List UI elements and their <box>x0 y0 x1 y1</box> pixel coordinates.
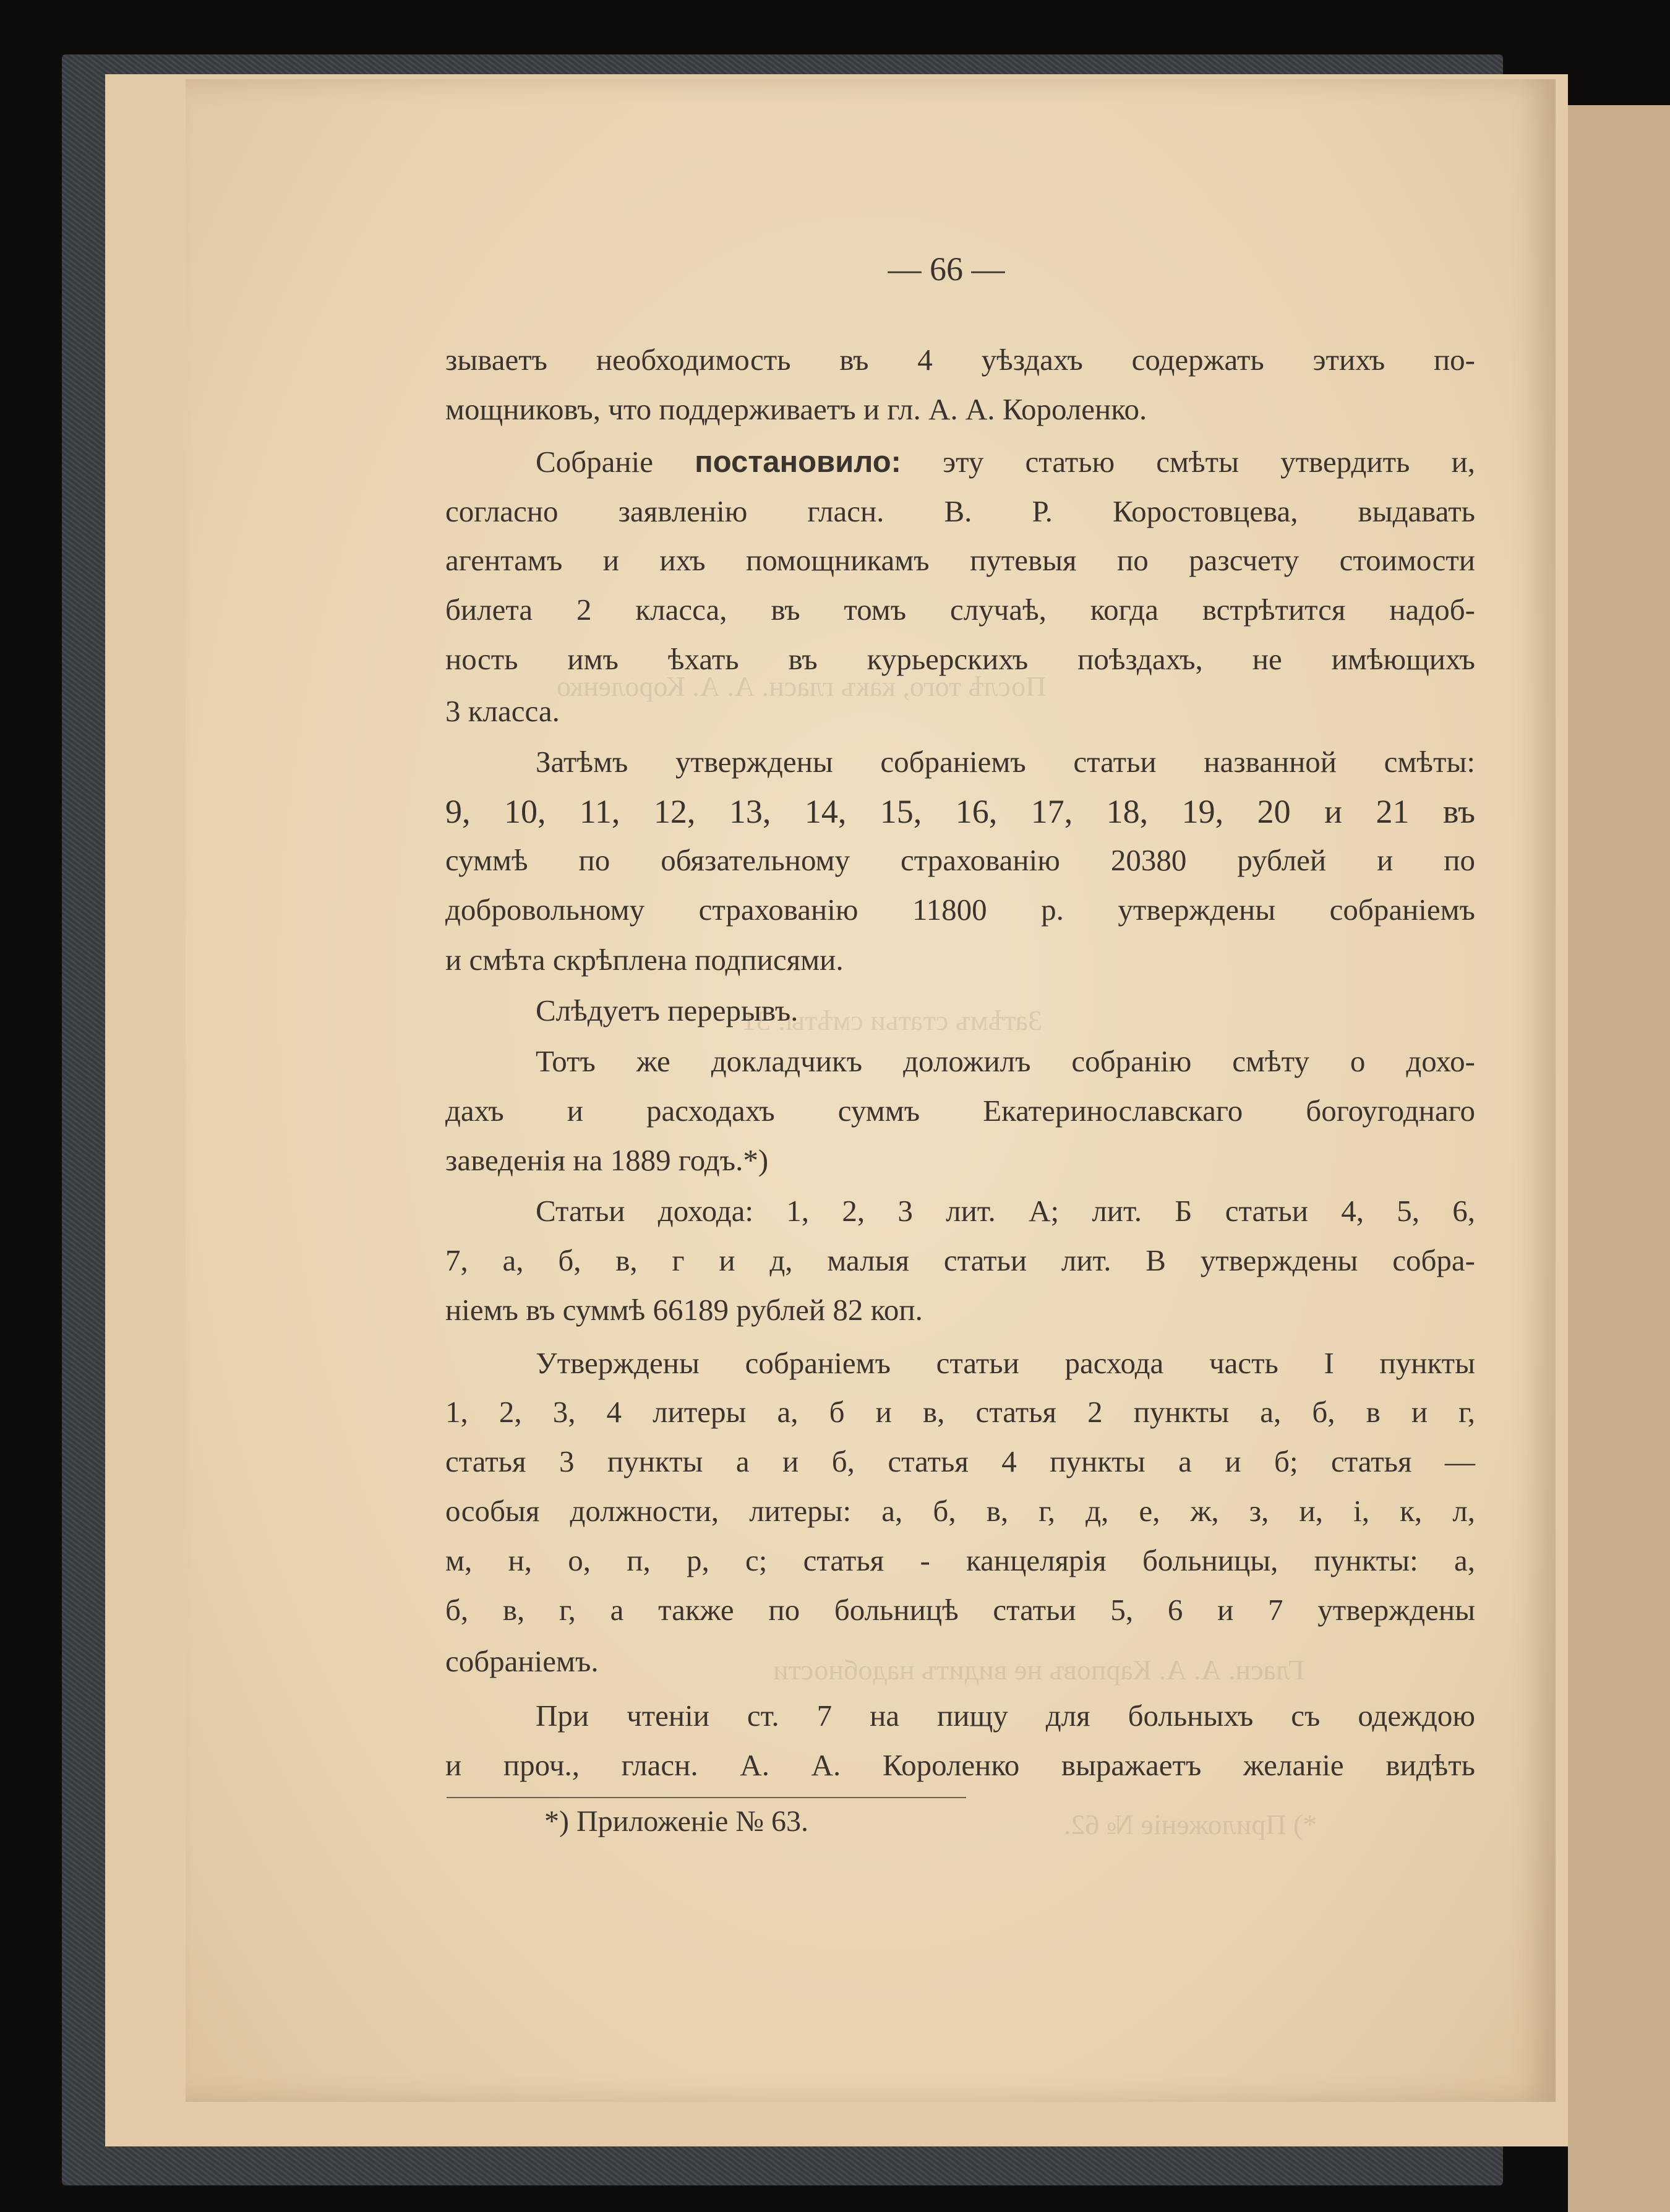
text-line: статья 3 пункты а и б, статья 4 пункты а и б; статья — <box>445 1444 1475 1478</box>
footnote-rule <box>447 1797 966 1798</box>
text-fragment: Собраніе <box>536 445 653 479</box>
text-line: Затѣмъ утверждены собраніемъ статьи названной смѣты: <box>536 745 1475 779</box>
bleed-through-line: Затѣмъ статьи смѣты: 31 <box>742 1005 1043 1036</box>
text-line: и проч., гласн. А. А. Короленко выражаетъ желаніе видѣть <box>445 1748 1475 1782</box>
text-line: 1, 2, 3, 4 литеры а, б и в, статья 2 пункты а, б, в и г, <box>445 1395 1475 1429</box>
facing-page-edge <box>1568 105 1670 2212</box>
text-line: Утверждены собраніемъ статьи расхода часть I пункты <box>536 1346 1475 1380</box>
text-line: Статьи дохода: 1, 2, 3 лит. А; лит. Б статьи 4, 5, 6, <box>536 1194 1475 1228</box>
text-line: особыя должности, литеры: а, б, в, г, д, е, ж, з, и, і, к, л, <box>445 1494 1475 1528</box>
text-line: ніемъ въ суммѣ 66189 рублей 82 коп. <box>445 1293 923 1327</box>
text-line: м, н, о, п, р, с; статья - канцелярія больницы, пункты: а, <box>445 1543 1475 1577</box>
text-line: добровольному страхованію 11800 р. утверждены собраніемъ <box>445 893 1475 927</box>
text-line: зываетъ необходимость въ 4 уѣздахъ содержать этихъ по- <box>445 343 1475 377</box>
bleed-through-line: *) Приложеніе № 62. <box>1064 1809 1317 1840</box>
text-line: мощниковъ, что поддерживаетъ и гл. А. А. Короленко. <box>445 392 1147 426</box>
text-line: согласно заявленію гласн. В. Р. Коростовцева, выдавать <box>445 494 1475 528</box>
text-line: агентамъ и ихъ помощникамъ путевыя по разсчету стоимости <box>445 543 1475 577</box>
book-page <box>186 79 1556 2102</box>
text-line: 7, а, б, в, г и д, малыя статьи лит. В утверждены собра- <box>445 1243 1475 1277</box>
bleed-through-line: Гласн. А. А. Карповъ не видитъ надобности <box>773 1654 1304 1686</box>
page-number: — 66 — <box>888 251 1005 288</box>
footnote: *) Приложеніе № 63. <box>544 1805 809 1838</box>
text-line: ность имъ ѣхать въ курьерскихъ поѣздахъ, не имѣющихъ <box>445 642 1475 676</box>
text-line: собраніемъ. <box>445 1644 599 1678</box>
bleed-through-line: Послѣ того, какъ гласн. А. А. Короленко <box>557 671 1047 702</box>
text-line: При чтеніи ст. 7 на пищу для больныхъ съ одеждою <box>536 1699 1475 1733</box>
text-line: Слѣдуетъ перерывъ. <box>536 993 799 1027</box>
text-line: суммѣ по обязательному страхованію 20380 рублей и по <box>445 843 1475 877</box>
text-line: и смѣта скрѣплена подписями. <box>445 943 844 977</box>
text-line: Тотъ же докладчикъ доложилъ собранію смѣту о дохо- <box>536 1044 1475 1078</box>
text-line: дахъ и расходахъ суммъ Екатеринославскаго богоугоднаго <box>445 1094 1475 1128</box>
text-line: 3 класса. <box>445 694 560 728</box>
text-line <box>536 444 1475 481</box>
text-line: 9, 10, 11, 12, 13, 14, 15, 16, 17, 18, 19, 20 и 21 въ <box>445 793 1475 830</box>
text-line: билета 2 класса, въ томъ случаѣ, когда встрѣтится надоб- <box>445 593 1475 627</box>
text-fragment: эту статью смѣты утвердить и, <box>943 445 1476 479</box>
emphasized-word: постановило: <box>695 445 901 479</box>
text-line: б, в, г, а также по больницѣ статьи 5, 6 и 7 утверждены <box>445 1593 1475 1627</box>
text-line: заведенія на 1889 годъ.*) <box>445 1143 769 1177</box>
